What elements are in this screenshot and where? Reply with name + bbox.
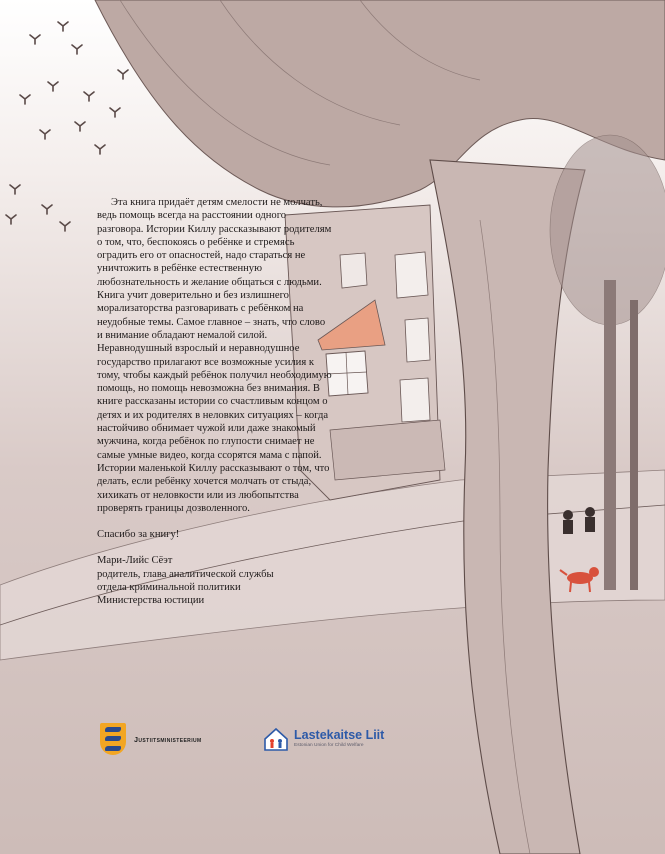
- house-family-icon: [263, 726, 289, 752]
- author-name: Мари-Лийс Сёэт: [97, 555, 173, 567]
- justice-ministry-logo: [100, 722, 202, 756]
- thanks-line: Спасибо за книгу!: [97, 529, 180, 541]
- sponsor-logos: [100, 722, 420, 756]
- author-role-3: Министерства юстиции: [97, 595, 205, 607]
- child-welfare-subtitle: Estonian Union for Child Welfare: [294, 743, 364, 748]
- foreword-paragraph: Эта книга придаёт детям смелости не молчать, ведь помощь всегда на расстоянии одного разговора. Истории Киллу рассказывают родителям о том, что, беспокоясь о ребёнке и стремясь оградить его от опасностей, надо стараться не уничтожить в ребёнке естественную любознательность и желание общаться с людьми. Книга учит доверительно и без излишнего морализаторства разговаривать с ребёнком на неудобные темы. Самое главное – знать, что слово и внимание обладают немалой силой. Неравнодушный взрослый и неравнодушное государство прилагают все возможные усилия к тому, чтобы каждый ребёнок получил необходимую помощь, но помощь невозможна без внимания. В книге рассказаны истории со счастливым концом о детях и их родителях в неловких ситуациях – когда настойчиво обнимает чужой или даже знакомый мужчина, когда ребёнок по глупости снимает не самые умные видео, когда ссорятся мама с папой. Истории маленькой Киллу рассказывают о том, что делать, если ребёнку хочется молчать от стыда, хихикать от неловкости или из любопытства проверять границы дозволенного.: [97, 197, 332, 514]
- child-welfare-logo: [263, 724, 384, 754]
- three-lions-shield-icon: [100, 723, 126, 755]
- signature-block: [97, 554, 332, 607]
- child-welfare-name: Lastekaitse Liit: [294, 728, 385, 742]
- author-role-2: отдела криминальной политики: [97, 582, 241, 594]
- author-role-1: родитель, глава аналитической службы: [97, 568, 274, 580]
- justice-ministry-name: Justiitsministeerium: [134, 734, 202, 744]
- foreword-text: [97, 196, 332, 608]
